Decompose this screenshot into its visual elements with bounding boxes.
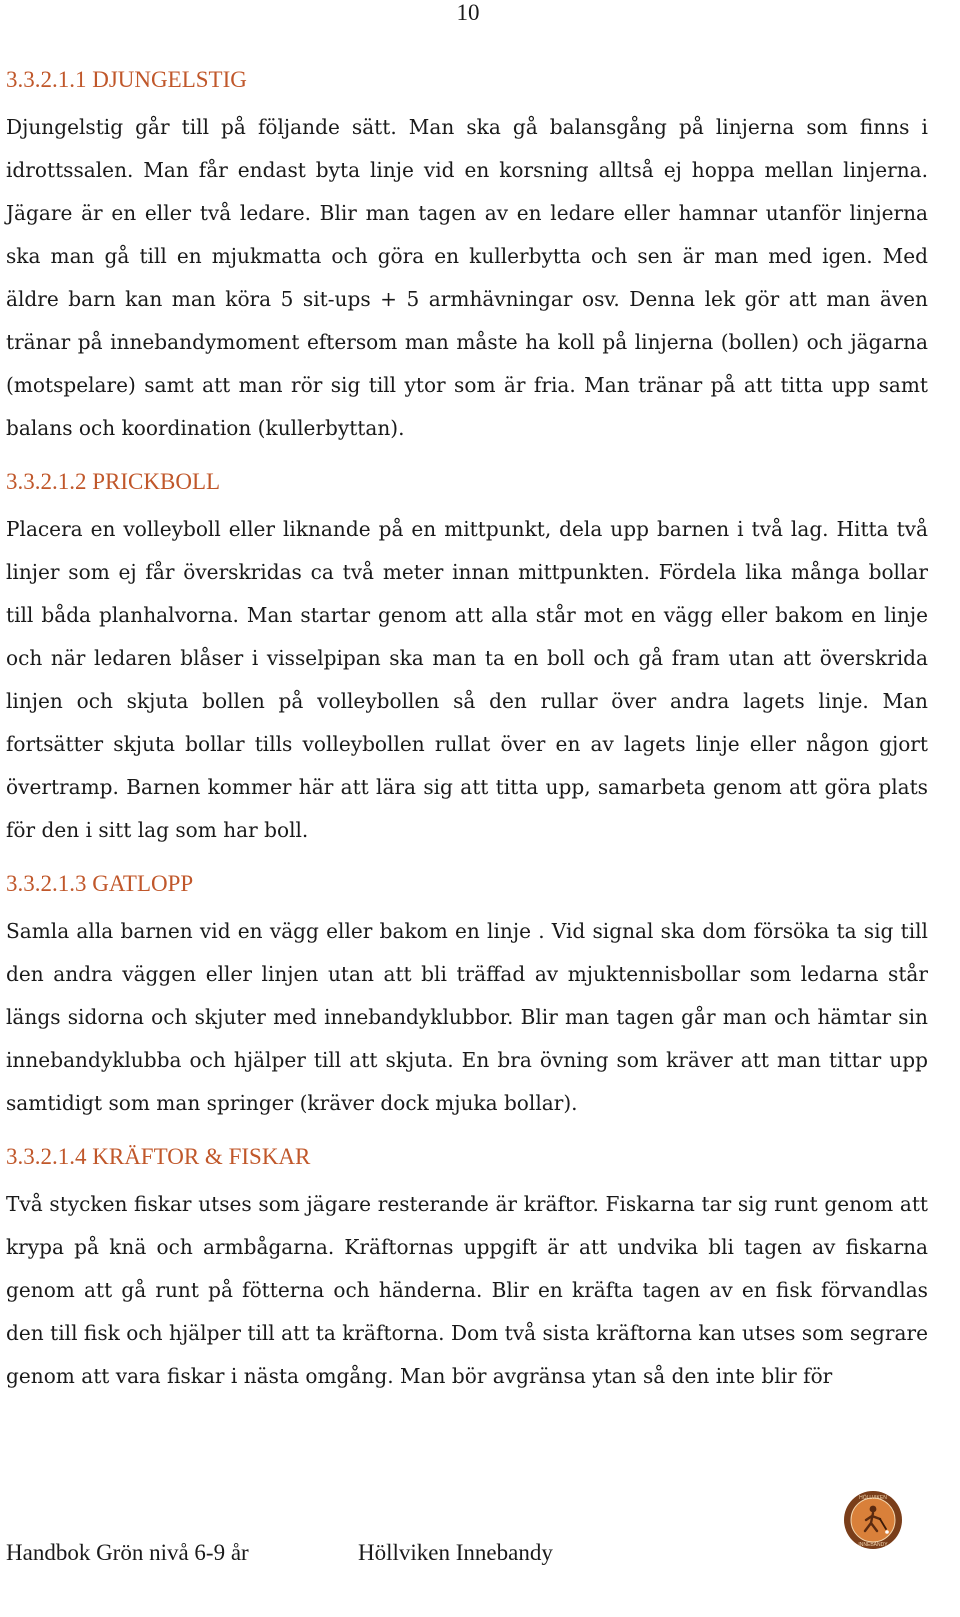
- section-text-djungelstig: Djungelstig går till på följande sätt. Man ska gå balansgång på linjerna som finns i idrottssalen. Man får endast byta linje vid en korsning alltså ej hoppa mellan linjerna. Jägare är en eller två ledare. Blir man tagen av en ledare eller hamnar utanför linjerna ska man gå till en mjukmatta och göra en kullerbytta och sen är man med igen. Med äldre barn kan man köra 5 sit-ups + 5 armhävningar osv. Denna lek gör att man även tränar på innebandymoment eftersom man måste ha koll på linjerna (bollen) och jägarna (motspelare) samt att man rör sig till ytor som är fria. Man tränar på att titta upp samt balans och koordination (kullerbyttan).: [6, 115, 928, 440]
- section-text-kraftor-fiskar: Två stycken fiskar utses som jägare resterande är kräftor. Fiskarna tar sig runt genom att krypa på knä och armbågarna. Kräftornas uppgift är att undvika bli tagen av fiskarna genom att gå runt på fötterna och händerna. Blir en kräfta tagen av en fisk förvandlas den till fisk och hjälper till att ta kräftorna. Dom två sista kräftorna kan utses som segrare genom att vara fiskar i nästa omgång. Man bör avgränsa ytan så den inte blir för: [6, 1192, 928, 1388]
- footer-club-name: Höllviken Innebandy: [358, 1540, 553, 1565]
- document-body: [6, 62, 928, 1398]
- section-heading-djungelstig: 3.3.2.1.1 DJUNGELSTIG: [6, 67, 247, 92]
- page-number: 10: [456, 0, 480, 25]
- footer-handbook-title: Handbok Grön nivå 6-9 år: [6, 1540, 249, 1565]
- section-text-prickboll: Placera en volleyboll eller liknande på en mittpunkt, dela upp barnen i två lag. Hitta två linjer som ej får överskridas ca två meter innan mittpunkten. Fördela lika många bollar till båda planhalvorna. Man startar genom att alla står mot en vägg eller bakom en linje och när ledaren blåser i visselpipan ska man ta en boll och gå fram utan att överskrida linjen och skjuta bollen på volleybollen så den rullar över andra lagets linje. Man fortsätter skjuta bollar tills volleybollen rullat över en av lagets linje eller någon gjort övertramp. Barnen kommer här att lära sig att titta upp, samarbeta genom att göra plats för den i sitt lag som har boll.: [6, 517, 928, 842]
- logo-text-top: HÖLLVIKEN: [859, 1495, 887, 1501]
- logo-text-bottom: INNEBANDY: [858, 1542, 888, 1548]
- section-heading-prickboll: 3.3.2.1.2 PRICKBOLL: [6, 469, 221, 494]
- page-footer: [6, 1495, 936, 1617]
- hollviken-innebandy-logo-icon: [842, 1489, 904, 1551]
- section-heading-gatlopp: 3.3.2.1.3 GATLOPP: [6, 871, 194, 896]
- section-text-gatlopp: Samla alla barnen vid en vägg eller bakom en linje . Vid signal ska dom försöka ta sig till den andra väggen eller linjen utan att bli träffad av mjuktennisbollar som ledarna står längs sidorna och skjuter med innebandyklubbor. Blir man tagen går man och hämtar sin innebandyklubba och hjälper till att skjuta. En bra övning som kräver att man tittar upp samtidigt som man springer (kräver dock mjuka bollar).: [6, 919, 928, 1115]
- section-heading-kraftor-fiskar: 3.3.2.1.4 KRÄFTOR & FISKAR: [6, 1144, 311, 1169]
